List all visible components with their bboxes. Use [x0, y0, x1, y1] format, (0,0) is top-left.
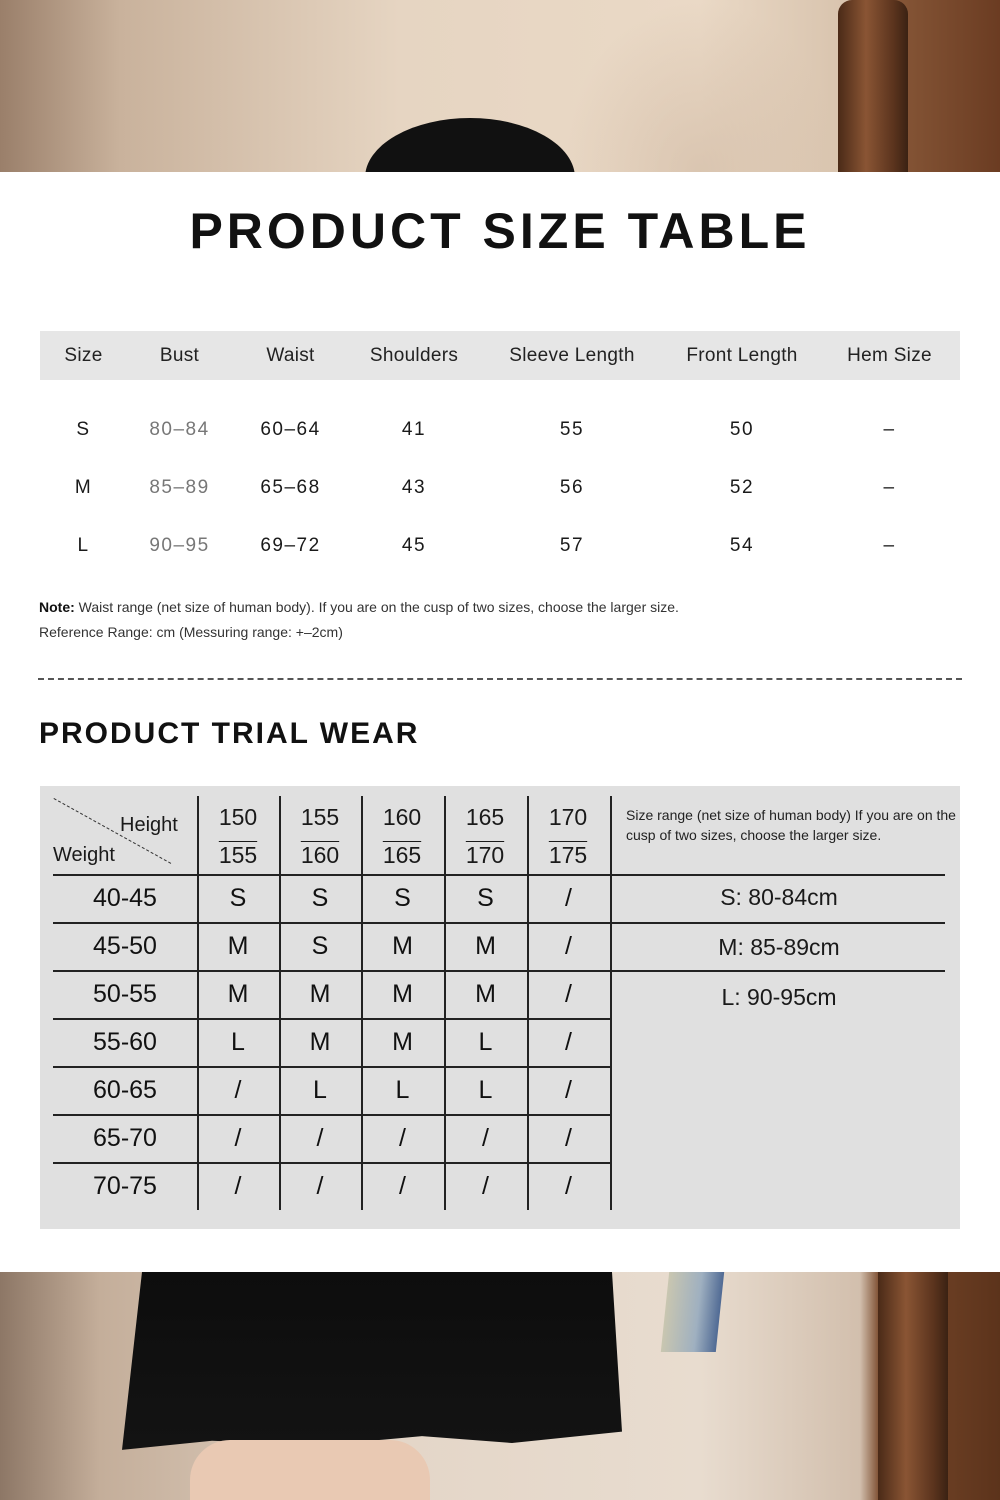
- cell-waist: 65–68: [260, 477, 321, 498]
- weight-label: 60-65: [93, 1075, 157, 1104]
- cell-size: S: [76, 419, 91, 440]
- wall-shadow: [560, 0, 840, 172]
- height-header: [444, 798, 526, 874]
- size-cell: S: [229, 883, 247, 912]
- size-cell: S: [311, 931, 329, 960]
- table-row: [40, 517, 960, 575]
- size-note: [39, 595, 679, 645]
- weight-label: 50-55: [93, 979, 157, 1008]
- header-waist: Waist: [266, 344, 315, 366]
- height-from: 160: [382, 804, 422, 830]
- cell-hem-size: –: [883, 419, 896, 440]
- model-hair: [365, 118, 575, 172]
- note-text: Waist range (net size of human body). If you are on the cusp of two sizes, choose the larger size.: [78, 599, 679, 615]
- cell-shoulders: 41: [401, 419, 427, 440]
- size-cell: /: [399, 1123, 406, 1152]
- cell-sleeve-length: 56: [559, 477, 585, 498]
- size-cell: L: [478, 1075, 493, 1104]
- corner-weight-label: Weight: [53, 844, 115, 866]
- corner-height-label: Height: [120, 814, 178, 836]
- wooden-post: [838, 0, 908, 172]
- cell-size: L: [77, 535, 90, 556]
- size-cell: M: [392, 1027, 413, 1056]
- size-table-body: [40, 401, 960, 575]
- height-to: 170: [465, 842, 505, 868]
- height-header: [361, 798, 443, 874]
- cell-hem-size: –: [883, 535, 896, 556]
- cell-shoulders: 45: [401, 535, 427, 556]
- size-cell: M: [392, 979, 413, 1008]
- cell-front-length: 50: [729, 419, 755, 440]
- height-header: [197, 798, 279, 874]
- weight-label: 40-45: [93, 883, 157, 912]
- size-cell: S: [477, 883, 494, 912]
- model-legs: [190, 1440, 430, 1500]
- size-cell: /: [234, 1171, 242, 1200]
- size-cell: M: [227, 979, 249, 1008]
- section-divider: [38, 678, 962, 680]
- weight-label: 55-60: [93, 1027, 157, 1056]
- size-cell: /: [482, 1171, 489, 1200]
- cell-size: M: [74, 477, 93, 498]
- size-cell: /: [565, 931, 572, 960]
- size-cell: L: [313, 1075, 327, 1104]
- cell-sleeve-length: 57: [559, 535, 585, 556]
- header-size: Size: [64, 344, 103, 366]
- trial-wear-table: [40, 786, 960, 1229]
- size-cell: /: [565, 979, 572, 1008]
- cell-front-length: 52: [729, 477, 755, 498]
- size-cell: L: [231, 1027, 245, 1056]
- size-cell: M: [475, 931, 496, 960]
- size-cell: S: [394, 883, 411, 912]
- page-title: PRODUCT SIZE TABLE: [189, 203, 811, 259]
- size-range-note: Size range (net size of human body) If you are on the cusp of two sizes, choose the larger size.: [626, 807, 956, 843]
- cell-bust: 80–84: [149, 419, 210, 440]
- size-cell: M: [475, 979, 496, 1008]
- range-s: S: 80-84cm: [720, 884, 838, 910]
- cell-waist: 60–64: [260, 419, 321, 440]
- cell-bust: 90–95: [149, 535, 210, 556]
- reference-range: Reference Range: cm (Messuring range: +–2cm): [39, 624, 343, 640]
- size-table-header: [40, 331, 960, 380]
- height-from: 155: [300, 804, 340, 830]
- header-bust: Bust: [159, 344, 200, 366]
- height-header: [279, 798, 361, 874]
- height-to: 175: [548, 842, 588, 868]
- weight-label: 65-70: [93, 1123, 157, 1152]
- size-cell: L: [395, 1075, 410, 1104]
- range-l: L: 90-95cm: [721, 984, 837, 1010]
- size-cell: /: [565, 1171, 572, 1200]
- size-cell: /: [565, 883, 572, 912]
- size-cell: /: [234, 1123, 242, 1152]
- wooden-post: [878, 1272, 948, 1500]
- size-table: [40, 331, 960, 575]
- header-hem-size: Hem Size: [847, 344, 932, 366]
- top-product-photo: [0, 0, 1000, 172]
- size-cell: S: [311, 883, 329, 912]
- height-from: 165: [465, 804, 505, 830]
- header-shoulders: Shoulders: [369, 344, 459, 366]
- weight-label: 45-50: [93, 931, 157, 960]
- size-cell: /: [399, 1171, 406, 1200]
- cell-bust: 85–89: [149, 477, 210, 498]
- header-sleeve-length: Sleeve Length: [509, 344, 635, 366]
- bottom-product-photo: [0, 1272, 1000, 1500]
- size-cell: /: [565, 1027, 572, 1056]
- height-from: 170: [548, 804, 588, 830]
- size-cell: M: [227, 931, 249, 960]
- height-from: 150: [218, 804, 258, 830]
- size-chart-card: [0, 172, 1000, 1272]
- size-cell: /: [234, 1075, 242, 1104]
- height-to: 165: [382, 842, 422, 868]
- grid-vline: [610, 796, 612, 1210]
- cell-waist: 69–72: [260, 535, 321, 556]
- size-cell: /: [565, 1123, 572, 1152]
- book: [661, 1272, 724, 1352]
- cell-shoulders: 43: [401, 477, 427, 498]
- size-cell: M: [309, 1027, 331, 1056]
- size-cell: /: [565, 1075, 572, 1104]
- cell-front-length: 54: [729, 535, 755, 556]
- size-cell: /: [482, 1123, 489, 1152]
- size-cell: M: [309, 979, 331, 1008]
- range-m: M: 85-89cm: [718, 934, 840, 960]
- size-cell: /: [316, 1123, 324, 1152]
- cell-hem-size: –: [883, 477, 896, 498]
- height-to: 160: [300, 842, 340, 868]
- cell-sleeve-length: 55: [559, 419, 585, 440]
- height-to: 155: [218, 842, 258, 868]
- weight-label: 70-75: [93, 1171, 157, 1200]
- note-label: Note:: [39, 599, 75, 615]
- size-cell: L: [478, 1027, 493, 1056]
- table-row: [40, 401, 960, 459]
- height-header: [527, 798, 609, 874]
- size-cell: M: [392, 931, 413, 960]
- trial-wear-title: PRODUCT TRIAL WEAR: [39, 717, 420, 750]
- header-front-length: Front Length: [686, 344, 798, 366]
- table-row: [40, 459, 960, 517]
- size-cell: /: [316, 1171, 324, 1200]
